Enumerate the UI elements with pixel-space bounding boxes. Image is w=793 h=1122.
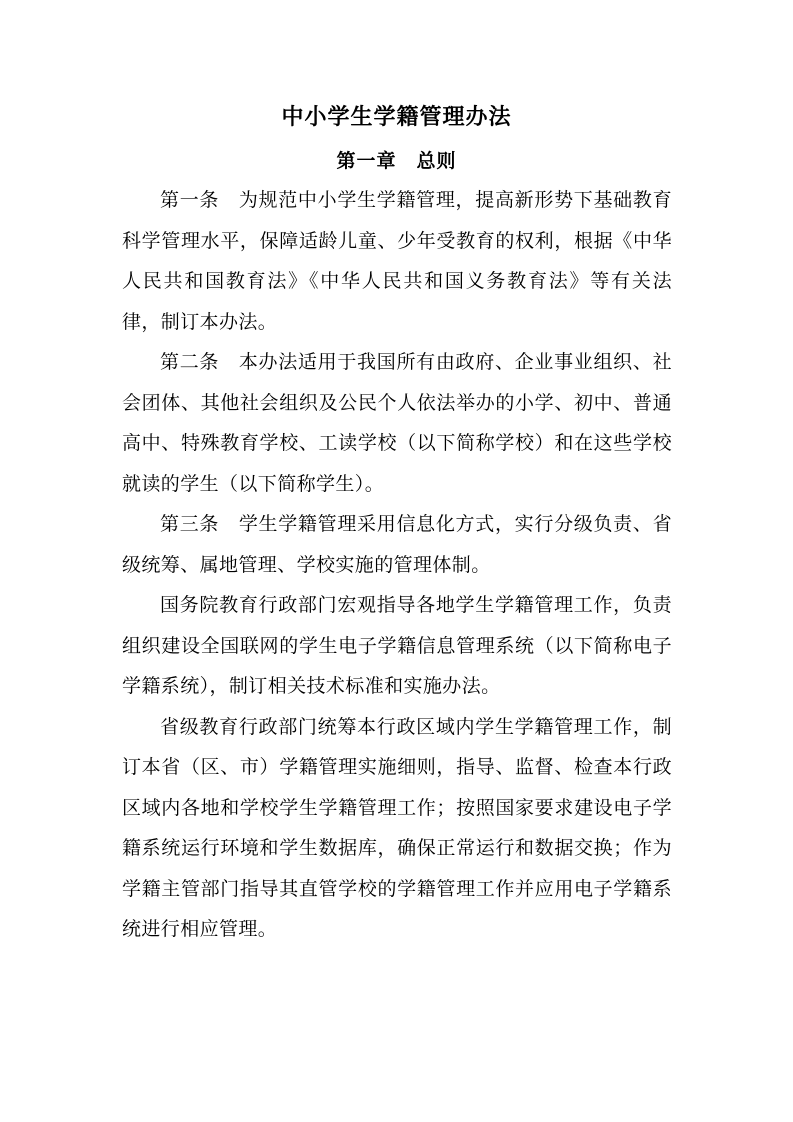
paragraph-article-3: 第三条 学生学籍管理采用信息化方式，实行分级负责、省级统筹、属地管理、学校实施的管理体制。 [122,513,672,576]
paragraph-ministry-duties: 国务院教育行政部门宏观指导各地学生学籍管理工作，负责组织建设全国联网的学生电子学籍信息管理系统（以下简称电子学籍系统），制订相关技术标准和实施办法。 [122,594,672,697]
document-title: 中小学生学籍管理办法 [281,104,512,130]
paragraph-article-1: 第一条 为规范中小学生学籍管理，提高新形势下基础教育科学管理水平，保障适龄儿童、少年受教育的权利，根据《中华人民共和国教育法》《中华人民共和国义务教育法》等有关法律，制订本办法。 [122,189,672,333]
chapter-heading: 第一章 总则 [336,150,457,172]
paragraph-provincial-duties: 省级教育行政部门统筹本行政区域内学生学籍管理工作，制订本省（区、市）学籍管理实施细则，指导、监督、检查本行政区域内各地和学校学生学籍管理工作；按照国家要求建设电子学籍系统运行环境和学生数据库，确保正常运行和数据交换；作为学籍主管部门指导其直管学校的学籍管理工作并应用电子学籍系统进行相应管理。 [122,715,672,940]
document-body [122,180,672,950]
paragraph-article-2: 第二条 本办法适用于我国所有由政府、企业事业组织、社会团体、其他社会组织及公民个人依法举办的小学、初中、普通高中、特殊教育学校、工读学校（以下简称学校）和在这些学校就读的学生（以下简称学生）。 [122,351,672,495]
